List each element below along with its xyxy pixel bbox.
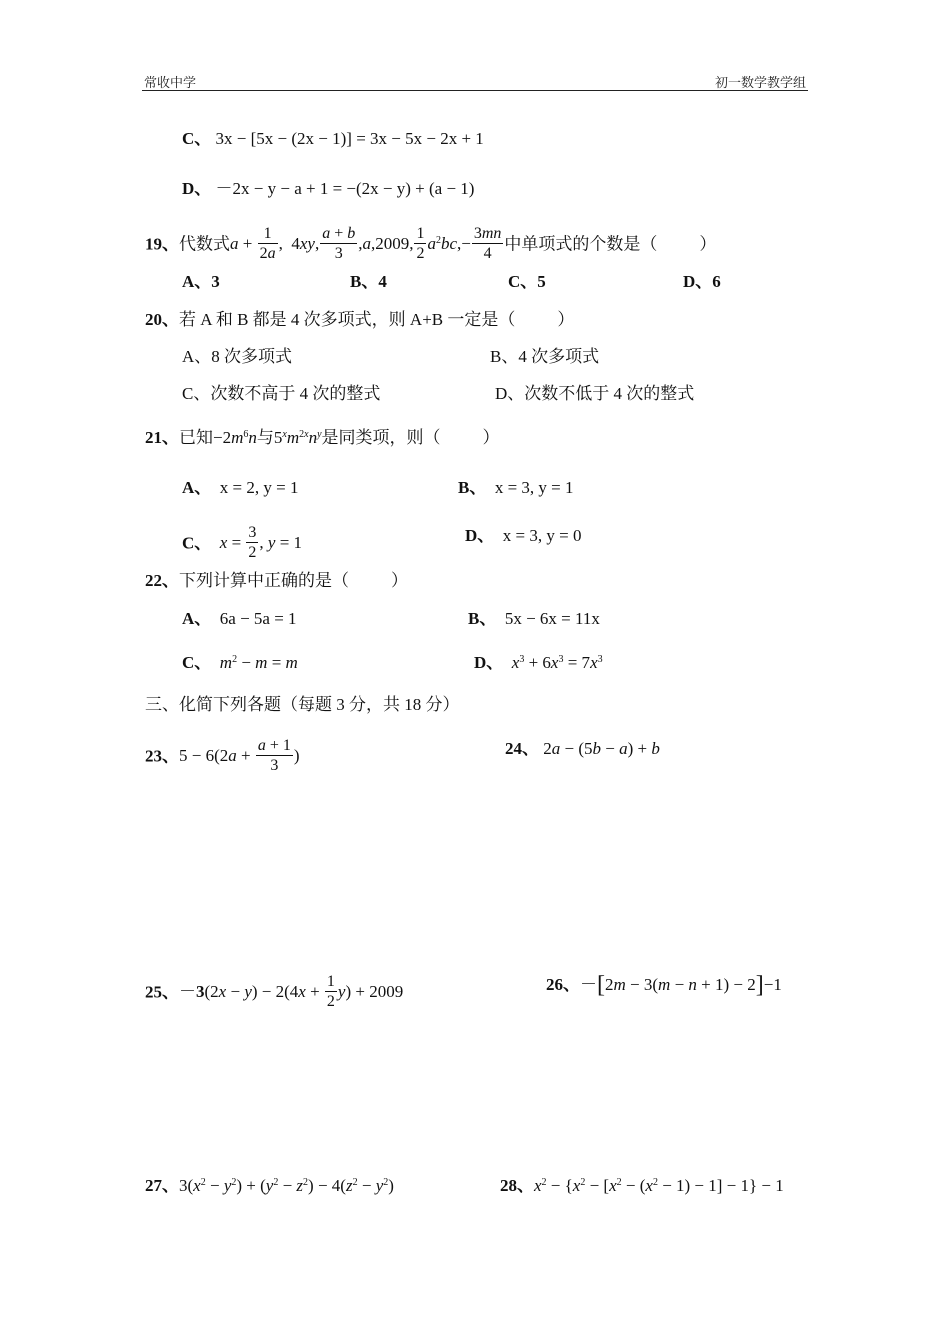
q24-number: 24、 [505,739,539,758]
q28-expr: $x^2 - \{x^2 - [x^2 - (x^2 - 1) - 1] - 1\} - 1$ [534,1176,784,1195]
q20-option-b: B、4 次多项式 [490,347,600,366]
q27-number: 27、 [145,1176,179,1195]
frac-a-plus-b-over-3: $\frac{a + b}{3}$ [322,225,356,262]
q23-number: 23、 [145,746,179,766]
q19-option-d: D、6 [683,272,721,291]
header-group: 初一数学教学组 [714,75,806,90]
q22-stem: 22、下列计算中正确的是（ ） [145,571,408,590]
q25-number: 25、 [145,982,179,1002]
q22-option-c: C、 $m^2 - m = m$ [182,653,298,672]
q21-stem: 21、已知$-2m^6n$与$5^xm^{2x}n^y$是同类项，则（ ） [145,428,500,447]
q26 [546,974,782,996]
q24-expr: 2a − (5b − a) + b [543,739,660,758]
q21-option-b: B、 x = 3, y = 1 [458,478,574,497]
q28-number: 28、 [500,1176,534,1195]
q20-number: 20、 [145,310,179,329]
q18-option-d-expr: －2x − y − a + 1 = −(2x − y) + (a − 1) [215,179,475,198]
q27 [145,1175,394,1197]
q25-expr: －3(2x − y) − 2(4x + $\frac{1}{2}$ y) + 2009 [179,973,404,1010]
q21-option-c: C、 x = $\frac{3}{2}$ , y = 1 [182,524,303,561]
q18-option-d: D、 －2x − y − a + 1 = −(2x − y) + (a − 1) [182,179,475,198]
frac-a-plus-1-over-3: $\frac{a + 1}{3}$ [257,737,291,774]
q20-stem: 20、若 A 和 B 都是 4 次多项式，则 A+B 一定是（ ） [145,310,575,329]
q20-option-c: C、次数不高于 4 次的整式 [182,384,381,403]
q19-option-a: A、3 [182,272,220,291]
q19-expr-list: a + $\frac{1}{2a}$ , 4xy, $\frac{a + b}{3}$ ,a,2009, $\frac{1}{2}$ $a^2bc,-$ $\frac{3mn}{4}$ [230,225,502,262]
q22-number: 22、 [145,571,179,590]
q20-option-a: A、8 次多项式 [182,347,293,366]
frac-3mn-over-4: $\frac{3mn}{4}$ [473,225,502,262]
q19-stem: 19、代数式a + $\frac{1}{2a}$ , 4xy, $\frac{a + b}{3}$ ,a,2009, $\frac{1}{2}$ $a^2bc,-$ $\frac{3mn}{4}$ 中单项式的个数是（ ） [145,225,717,262]
q19-number: 19、 [145,234,179,254]
q24 [505,738,660,760]
frac-1-over-2a: $\frac{1}{2a}$ [259,225,276,262]
q18-option-c: C、 3x − [5x − (2x − 1)] = 3x − 5x − 2x + 1 [182,129,484,148]
q21-term-1: $-2m^6n$ [213,428,257,447]
q28 [500,1175,784,1197]
q26-number: 26、 [546,975,580,994]
q23 [145,738,300,777]
q21-number: 21、 [145,428,179,447]
q20-option-d: D、次数不低于 4 次的整式 [495,384,695,403]
q21-term-2: $5^xm^{2x}n^y$ [273,428,322,447]
frac-1-over-2-y: $\frac{1}{2}$ [326,973,335,1010]
q25 [145,974,403,1013]
q19-option-b: B、4 [350,272,387,291]
section-3-title: 三、化简下列各题（每题 3 分，共 18 分） [145,695,460,714]
q23-expr: 5 − 6(2a + $\frac{a + 1}{3}$ ) [179,737,300,774]
q18-option-c-expr: 3x − [5x − (2x − 1)] = 3x − 5x − 2x + 1 [215,129,484,148]
q22-option-b: B、 5x − 6x = 11x [468,609,600,628]
q19-option-c: C、5 [508,272,546,291]
frac-3-over-2: $\frac{3}{2}$ [248,524,257,561]
header-school: 常收中学 [144,75,197,90]
q26-expr: －[2m − 3(m − n + 1) − 2]−1 [580,972,782,998]
page-header [142,72,808,91]
q21-option-d: D、 x = 3, y = 0 [465,526,582,545]
q22-option-a: A、 6a − 5a = 1 [182,609,297,628]
q22-option-d: D、 $x^3 + 6x^3 = 7x^3$ [474,653,603,672]
q21-option-a: A、 x = 2, y = 1 [182,478,299,497]
q27-expr: $3(x^2 - y^2) + (y^2 - z^2) - 4(z^2 - y^2)$ [179,1176,394,1195]
frac-1-over-2: $\frac{1}{2}$ [416,225,425,262]
